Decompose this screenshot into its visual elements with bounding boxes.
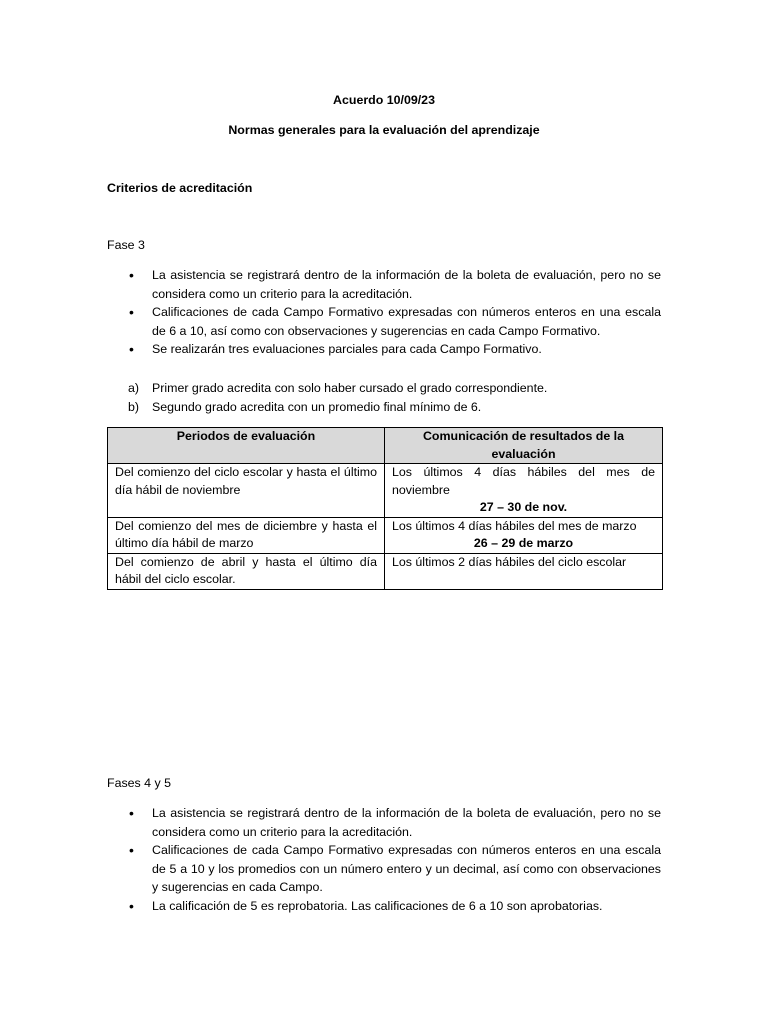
- communication-text: Los últimos 4 días hábiles del mes de noviembre: [392, 465, 655, 497]
- communication-dates: 27 – 30 de nov.: [479, 500, 568, 514]
- table-row: [108, 553, 663, 589]
- list-marker: a): [128, 381, 140, 395]
- column-header-communication: Comunicación de resultados de la evaluación: [385, 428, 663, 464]
- fase3-bullet-list: [107, 266, 661, 359]
- list-item-text: Segundo grado acredita con un promedio final mínimo de 6.: [152, 399, 482, 414]
- list-item: • La calificación de 5 es reprobatoria. Las calificaciones de 6 a 10 son aprobatorias.: [107, 897, 661, 916]
- fase3-lettered-list: [107, 379, 661, 416]
- table-row: [108, 517, 663, 553]
- phase-label-fases-4-5: Fases 4 y 5: [107, 776, 172, 790]
- communication-cell: [385, 464, 663, 518]
- list-item-text: Primer grado acredita con solo haber cursado el grado correspondiente.: [152, 381, 548, 395]
- period-cell: Del comienzo del mes de diciembre y hasta el último día hábil de marzo: [108, 517, 385, 553]
- period-cell: Del comienzo de abril y hasta el último día hábil del ciclo escolar.: [108, 553, 385, 589]
- list-item: • Se realizarán tres evaluaciones parciales para cada Campo Formativo.: [107, 340, 661, 359]
- evaluation-periods-table: [107, 427, 663, 590]
- list-item: • La asistencia se registrará dentro de la información de la boleta de evaluación, pero no se considera como un criterio para la acreditación.: [107, 266, 661, 303]
- period-cell: Del comienzo del ciclo escolar y hasta el último día hábil de noviembre: [108, 464, 385, 518]
- column-header-periods: Periodos de evaluación: [108, 428, 385, 464]
- table-header-row: [108, 428, 663, 464]
- communication-cell: [385, 553, 663, 589]
- fases45-bullet-list: [107, 804, 661, 915]
- communication-dates: 26 – 29 de marzo: [473, 536, 574, 550]
- phase-label-fase-3: Fase 3: [107, 238, 145, 252]
- list-marker: b): [128, 399, 140, 414]
- communication-text: Los últimos 2 días hábiles del ciclo escolar: [392, 554, 627, 569]
- communication-text: Los últimos 4 días hábiles del mes de marzo: [392, 518, 637, 533]
- list-item: • Calificaciones de cada Campo Formativo expresadas con números enteros en una escala de 6 a 10, así como con observaciones y sugerencias en cada Campo Formativo.: [107, 303, 661, 340]
- list-item: [107, 379, 661, 398]
- document-subtitle: Normas generales para la evaluación del aprendizaje: [228, 123, 540, 137]
- document-title: Acuerdo 10/09/23: [333, 93, 435, 107]
- communication-cell: [385, 517, 663, 553]
- list-item: • La asistencia se registrará dentro de la información de la boleta de evaluación, pero no se considera como un criterio para la acreditación.: [107, 804, 661, 841]
- list-item: [107, 398, 661, 417]
- table-row: [108, 464, 663, 518]
- section-heading: Criterios de acreditación: [107, 181, 253, 195]
- list-item: • Calificaciones de cada Campo Formativo expresadas con números enteros en una escala de 5 a 10 y los promedios con un número entero y un decimal, así como con observaciones y sugerencias en cada Campo.: [107, 841, 661, 897]
